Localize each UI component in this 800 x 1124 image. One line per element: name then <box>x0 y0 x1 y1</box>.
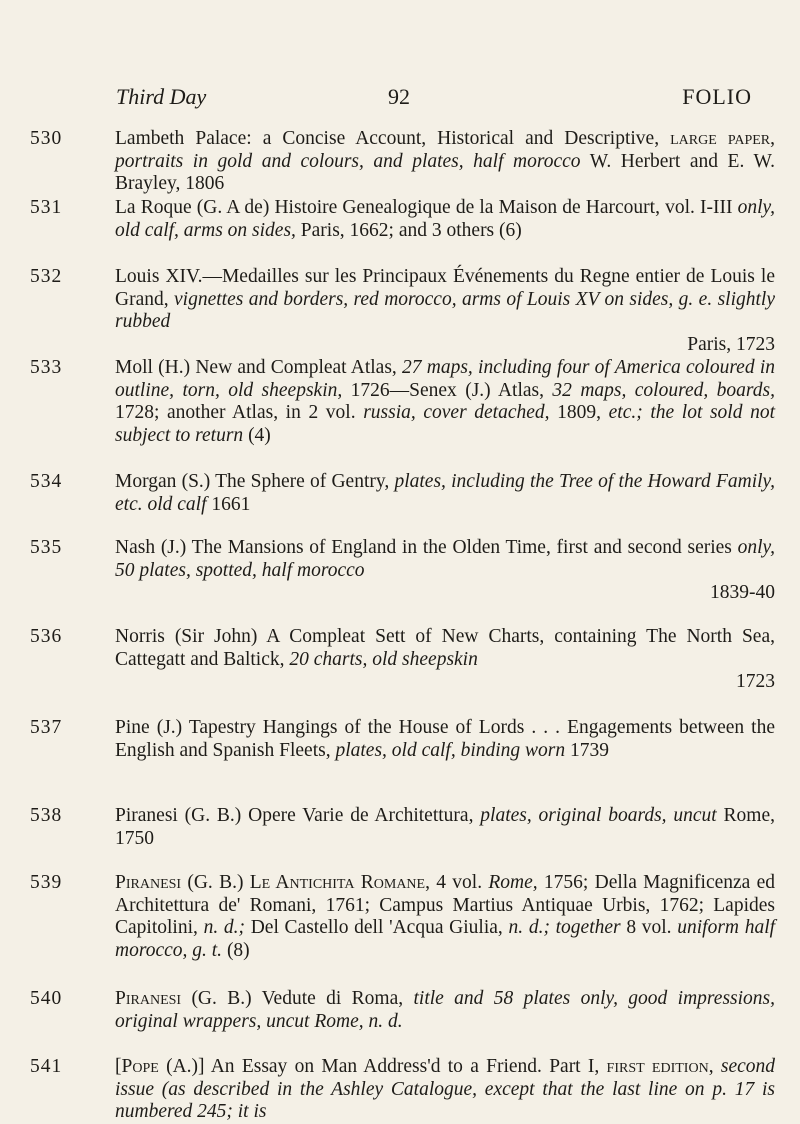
lot-number: 534 <box>30 471 63 492</box>
lot-entry <box>30 805 775 850</box>
lot-text-run: Paris, 1662; and 3 others (6) <box>295 219 522 241</box>
lot-text-run: (A.)] An Essay on Man Address'd to a Friend. Part I, <box>158 1056 607 1077</box>
lot-text-run: (G. B.) Vedute di Roma, <box>181 988 414 1009</box>
lot-text-run: n. d.; together <box>508 917 621 938</box>
lot-number: 530 <box>30 128 63 149</box>
lot-text-run: 1739 <box>565 739 609 761</box>
lot-text-run: Rome, 1750 <box>115 805 775 849</box>
lot-entry <box>30 128 776 196</box>
lot-text-run: 1809, <box>549 402 609 423</box>
lot-text-run: Piranesi (G. B.) Opere Varie de Architettura, <box>115 805 481 826</box>
lot-number: 537 <box>30 717 63 738</box>
lot-entry <box>30 266 775 356</box>
lot-number: 538 <box>30 805 63 826</box>
lot-text-run: n. d.; <box>203 917 246 938</box>
lot-number: 541 <box>30 1056 63 1077</box>
lot-date: 1839-40 <box>710 582 775 603</box>
lot-text-run: 1756; Della Magnificenza ed Architettura de' Romani, 1761; Campus Martius Antiquae Urbis, 1762; Lapides Capitolini, <box>115 872 775 938</box>
lot-text-run: Pine (J.) Tapestry Hangings of the House of Lords . . . Engagements between the English and Spanish Fleets, <box>115 717 775 761</box>
lot-description <box>115 988 775 1033</box>
lot-description <box>115 626 775 671</box>
lot-entry <box>30 537 775 605</box>
lot-text-run: large paper, <box>670 128 775 149</box>
lot-number: 536 <box>30 626 63 647</box>
lot-text-run: uniform half morocco, g. t. <box>115 917 776 961</box>
lot-entry <box>30 1056 776 1124</box>
lot-date: 1723 <box>736 671 775 692</box>
lot-text-run: (8) <box>222 939 250 961</box>
lot-text-run: Moll (H.) New and Compleat Atlas, <box>115 357 403 378</box>
lot-description <box>115 805 775 850</box>
lot-text-run: Louis XIV.—Medailles sur les Principaux Événements du Regne entier de Louis le Grand, <box>115 266 775 310</box>
lot-text-run: Lambeth Palace: a Concise Account, Historical and Descriptive, <box>115 128 671 149</box>
lot-text-run: only, old calf, arms on sides, <box>115 197 775 241</box>
lot-number: 539 <box>30 872 63 893</box>
page-number: 92 <box>388 84 410 109</box>
lot-text-run: 32 maps, coloured, boards, <box>552 379 775 401</box>
lot-text-run: only, 50 plates, spotted, half morocco <box>115 537 775 581</box>
lot-text-run: W. Herbert and E. W. Brayley, 1806 <box>115 150 776 194</box>
lot-text-run: 1728; another Atlas, in 2 vol. <box>115 402 364 423</box>
lot-text-run: Norris (Sir John) A Compleat Sett of New Charts, containing The North Sea, Cattegatt and Baltick, <box>115 626 775 670</box>
lot-number: 535 <box>30 537 63 558</box>
lot-description <box>115 717 775 762</box>
lot-entry <box>30 471 775 516</box>
lot-description <box>115 197 775 242</box>
lot-text-run: 27 maps, including four of America coloured in outline, torn, old sheepskin, <box>115 357 775 401</box>
lot-text-run: Morgan (S.) The Sphere of Gentry, <box>115 471 395 492</box>
lot-text-run <box>714 1056 721 1077</box>
lot-date: Paris, 1723 <box>687 333 775 355</box>
lot-text-run: first edition, <box>606 1056 714 1077</box>
lot-text-run: Piranesi <box>115 872 182 893</box>
lot-text-run: 8 vol. <box>620 917 678 938</box>
lot-entry <box>30 717 775 762</box>
page-header <box>116 84 752 114</box>
lot-text-run: Le Antichita Romane, <box>249 872 430 893</box>
lot-text-run: etc.; the lot sold not subject to return <box>115 402 775 446</box>
lot-text-run: title and 58 plates only, good impressions, original wrappers, uncut <box>115 988 775 1032</box>
lot-text-run: 1726—Senex (J.) Atlas, <box>342 379 553 401</box>
lot-description <box>115 357 775 447</box>
lot-description <box>115 872 775 962</box>
lot-text-run: Pope <box>121 1056 159 1077</box>
lot-text-run: vignettes and borders, red morocco, arms of Louis XV on sides, g. e. slightly rubbed <box>115 288 775 332</box>
lot-text-run: portraits in gold and colours, and plates, half morocco <box>115 150 581 172</box>
lot-text-run: Rome, <box>488 872 538 893</box>
lot-text-run: 4 vol. <box>429 872 489 893</box>
lot-text-run: plates, old calf, binding worn <box>335 739 566 761</box>
lot-entry <box>30 357 775 447</box>
lot-text-run: 20 charts, old sheepskin <box>289 648 478 670</box>
lot-text-run: second issue (as described in the Ashley Catalogue, except that the last line on p. 17 is numbered 245; it is <box>115 1056 776 1122</box>
lot-number: 533 <box>30 357 63 378</box>
header-section: FOLIO <box>682 84 752 109</box>
lot-text-run: (4) <box>243 424 271 446</box>
lot-text-run: Rome, n. d. <box>314 1010 403 1032</box>
header-day: Third Day <box>116 84 207 109</box>
lot-number: 540 <box>30 988 63 1009</box>
lot-text-run: russia, cover detached, <box>363 402 550 423</box>
lot-description <box>115 128 775 196</box>
lot-text-run: Piranesi <box>115 988 182 1009</box>
lot-entry <box>30 197 775 242</box>
lot-description <box>115 471 775 516</box>
lot-number: 532 <box>30 266 63 287</box>
lot-text-run: [ <box>115 1056 122 1077</box>
lot-description <box>115 266 775 334</box>
lot-text-run: plates, original boards, uncut <box>480 805 717 826</box>
lot-text-run: La Roque (G. A de) Histoire Genealogique de la Maison de Harcourt, vol. I-III <box>115 197 738 218</box>
lot-entry <box>30 872 776 962</box>
lot-description <box>115 537 775 582</box>
lot-description <box>115 1056 775 1124</box>
lot-text-run: Nash (J.) The Mansions of England in the Olden Time, first and second series <box>115 537 738 558</box>
lot-number: 531 <box>30 197 63 218</box>
lot-text-run: 1661 <box>206 493 251 515</box>
lot-text-run: (G. B.) <box>181 872 250 893</box>
lot-text-run: plates, including the Tree of the Howard Family, etc. old calf <box>115 471 775 515</box>
lot-entry <box>30 626 775 694</box>
lot-text-run: Del Castello dell 'Acqua Giulia, <box>245 917 509 938</box>
lot-entry <box>30 988 775 1033</box>
